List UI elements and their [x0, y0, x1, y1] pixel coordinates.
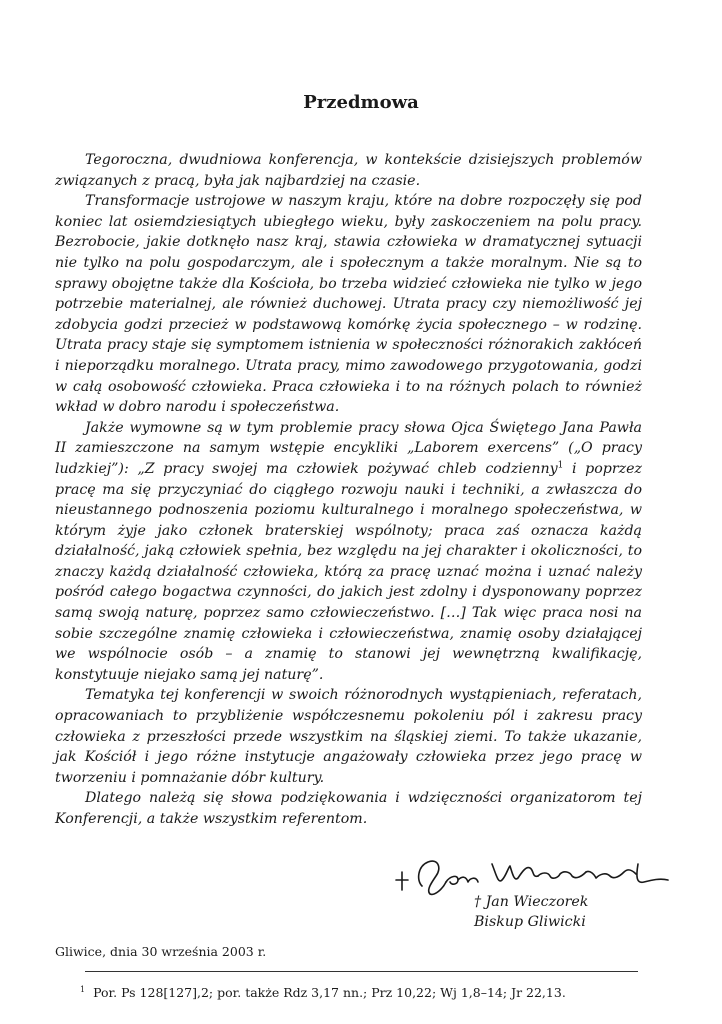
paragraph-2: Transformacje ustrojowe w naszym kraju, które na dobre rozpoczęły się pod koniec lat osiemdziesiątych ubiegłego wieku, były zaskoczeniem na polu pracy. Bezrobocie, jakie dotknęło nasz kraj, stawia człowieka w dramatycznej sytuacji nie tylko na polu gospodarczym, ale i społecznym a także moralnym. Nie są to sprawy obojętne także dla Kościoła, bo trzeba widzieć człowieka nie tylko w jego potrzebie materialnej, ale również duchowej. Utrata pracy czy niemożliwość jej zdobycia godzi przecież w podstawową komórkę życia społecznego – w rodzinę. Utrata pracy staje się symptomem istnienia w społeczności różnorakich zakłóceń i nieporządku moralnego. Utrata pracy, mimo zawodowego przygotowania, godzi w całą osobowość człowieka. Praca człowieka i to na różnych polach to również wkład w dobro narodu i społeczeństwa. [55, 193, 642, 416]
paragraph-3-rest: i poprzez pracę ma się przyczyniać do ciągłego rozwoju nauki i techniki, a zwłaszcza do nieustannego podnoszenia poziomu kulturalnego i moralnego społeczeństwa, w którym żyje jako członek braterskiej wspólnoty; praca zaś oznacza każdą działalność, jaką człowiek spełnia, bez względu na jej charakter i okoliczności, to znaczy każdą działalność człowieka, którą za pracę uznać można i uznać należy pośród całego bogactwa czynności, do jakich jest zdolny i dysponowany poprzez samą swoją naturę, poprzez samo człowieczeństwo. […] Tak więc praca nosi na sobie szczególne znamię człowieka i człowieczeństwa, znamię osoby działającej we wspólnocie osób – a znamię to stanowi jej wewnętrzną kwalifikację, konstytuuje niejako samą jej naturę”. [55, 460, 642, 683]
signer-block [474, 892, 588, 932]
paragraph-1: Tegoroczna, dwudniowa konferencja, w kontekście dzisiejszych problemów związanych z pracą, była jak najbardziej na czasie. [55, 152, 642, 189]
paragraph-3-intro: Jakże wymowne są w tym problemie pracy słowa Ojca Świętego Jana Pawła II zamieszczone na samym wstępie encykliki „Laborem exercens” („O pracy ludzkiej”): „Z pracy swojej ma człowiek pożywać chleb codzienny [55, 419, 642, 477]
paragraph-4: Tematyka tej konferencji w swoich różnorodnych wystąpieniach, referatach, opracowaniach to przybliżenie współczesnemu pokoleniu pól i zakresu pracy człowieka z przeszłości przede wszystkim na śląskiej ziemi. To także ukazanie, jak Kościół i jego różne instytucje angażowały człowieka przez jego pracę w tworzeniu i pomnażanie dóbr kultury. [55, 687, 642, 786]
body-text [55, 150, 642, 830]
paragraph-3 [55, 418, 642, 686]
place-date: Gliwice, dnia 30 września 2003 r. [55, 944, 267, 959]
signer-name: † Jan Wieczorek [474, 894, 589, 910]
paragraph-5: Dlatego należą się słowa podziękowania i wdzięczności organizatorom tej Konferencji, a także wszystkim referentom. [55, 790, 642, 827]
footnote-reference: 1 [557, 460, 564, 471]
page-title: Przedmowa [303, 92, 419, 113]
signer-title: Biskup Gliwicki [474, 914, 586, 930]
handwritten-signature [392, 850, 672, 898]
footnote [80, 985, 566, 1000]
footnote-text: Por. Ps 128[127],2; por. także Rdz 3,17 nn.; Prz 10,22; Wj 1,8–14; Jr 22,13. [93, 985, 566, 1001]
footnote-number: 1 [80, 985, 86, 994]
footnote-divider [85, 971, 638, 972]
